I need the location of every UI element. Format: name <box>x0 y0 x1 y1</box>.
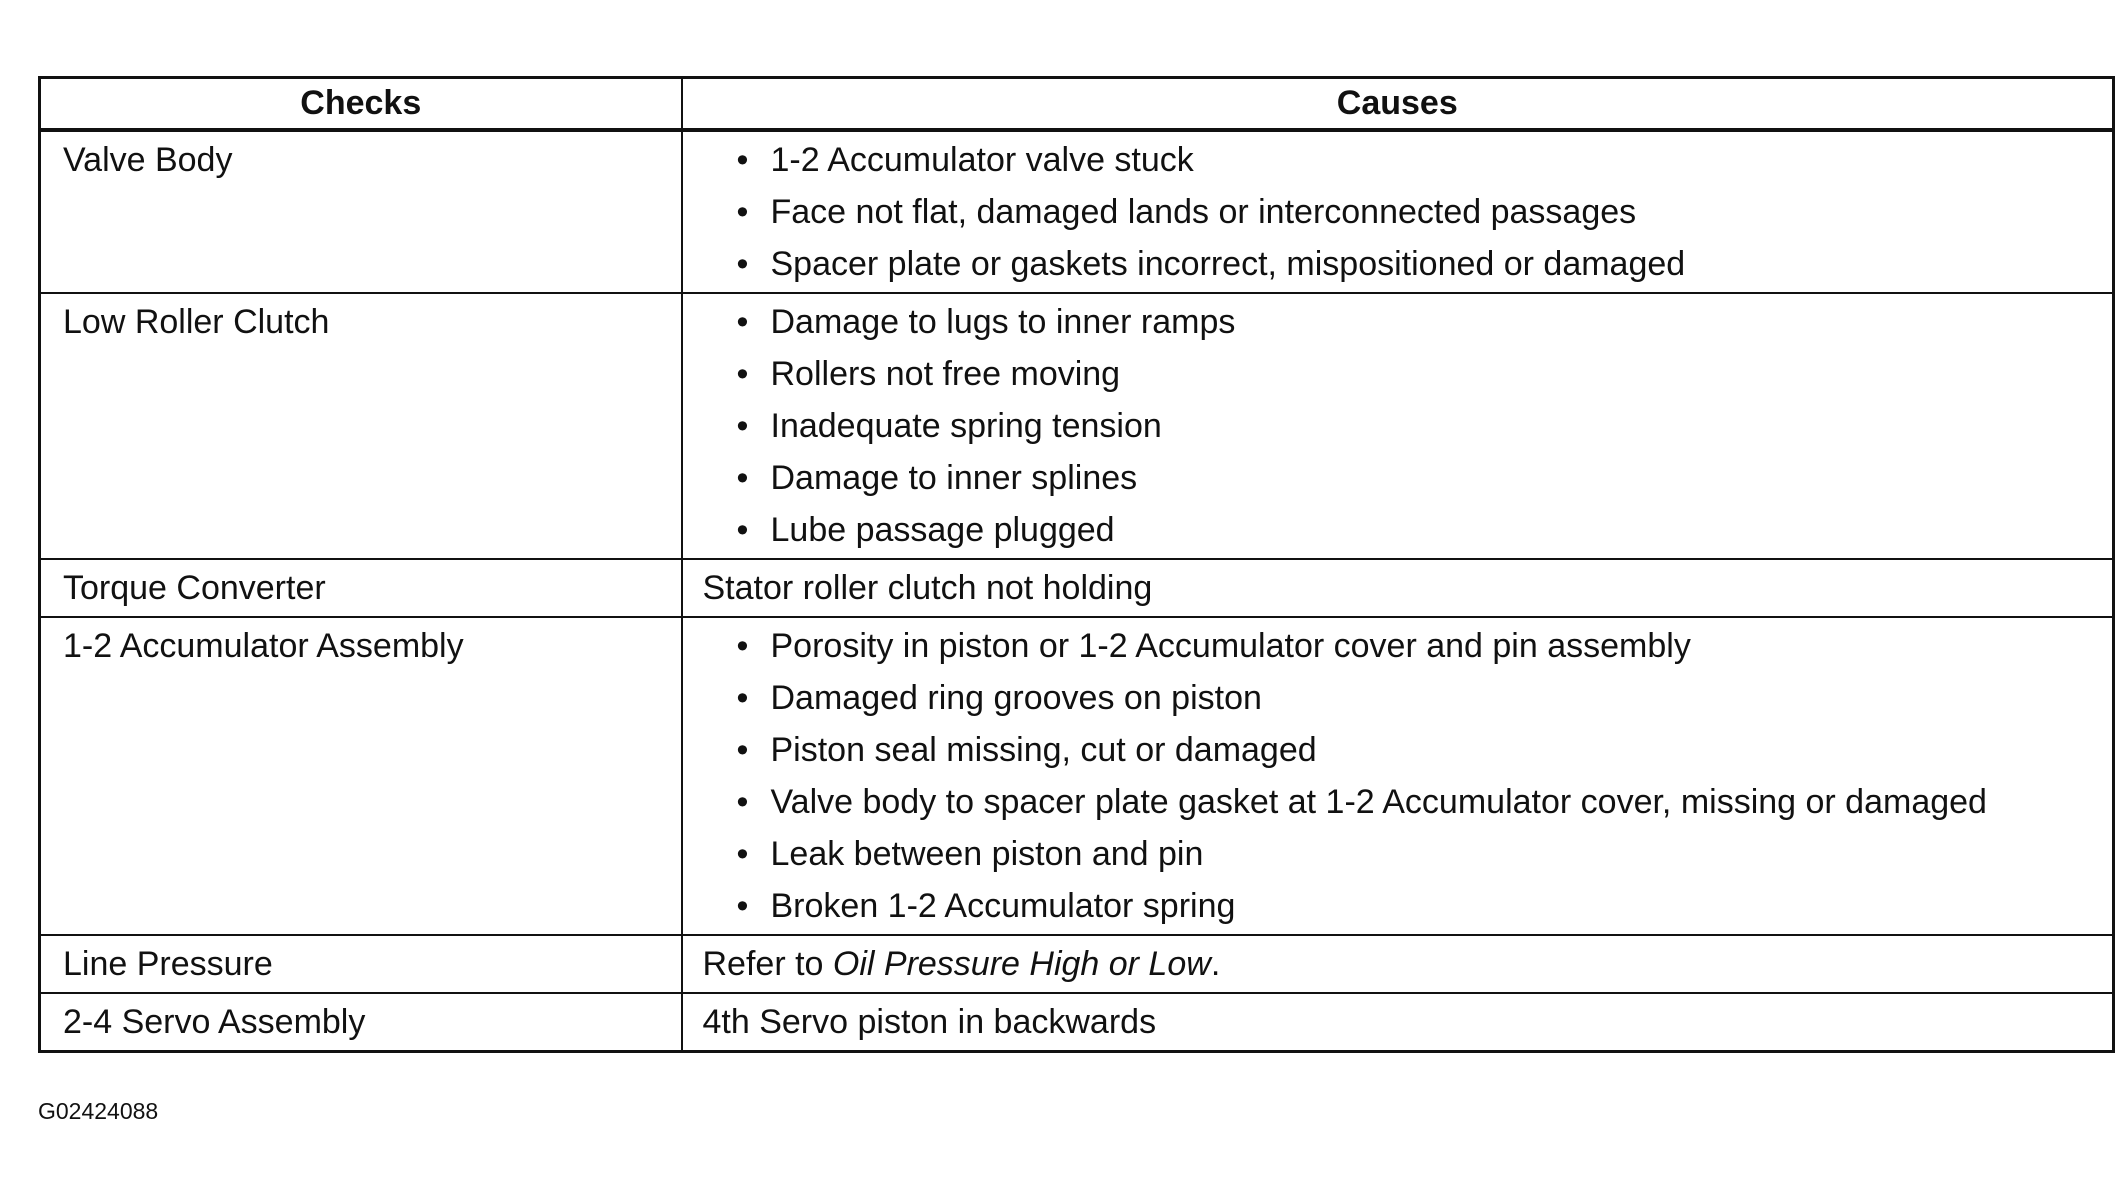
check-cell: Low Roller Clutch <box>40 293 682 559</box>
bullet-icon: • <box>736 731 749 769</box>
check-cell: 2-4 Servo Assembly <box>40 993 682 1052</box>
cause-prefix: Refer to <box>702 945 833 983</box>
table-row <box>40 293 2114 559</box>
bullet-icon: • <box>736 887 749 925</box>
causes-cell <box>682 130 2114 293</box>
cause-text: Damaged ring grooves on piston <box>770 679 1262 717</box>
cause-text: Face not flat, damaged lands or interconnected passages <box>770 193 1637 231</box>
causes-list <box>703 302 2093 550</box>
table-row <box>40 935 2114 993</box>
causes-cell <box>682 293 2114 559</box>
table-row <box>40 993 2114 1052</box>
cause-text: Broken 1-2 Accumulator spring <box>770 887 1236 925</box>
causes-list <box>703 626 2093 926</box>
cause-text: Lube passage plugged <box>770 511 1115 549</box>
cause-item <box>703 192 2093 232</box>
cause-item <box>703 458 2093 498</box>
bullet-icon: • <box>736 407 749 445</box>
cause-text: Piston seal missing, cut or damaged <box>770 731 1317 769</box>
bullet-icon: • <box>736 835 749 873</box>
bullet-icon: • <box>736 303 749 341</box>
column-header-causes: Causes <box>682 78 2114 131</box>
cause-text: Porosity in piston or 1-2 Accumulator cover and pin assembly <box>770 627 1691 665</box>
bullet-icon: • <box>736 627 749 665</box>
cause-item <box>703 886 2093 926</box>
bullet-icon: • <box>736 459 749 497</box>
causes-cell: Stator roller clutch not holding <box>682 559 2114 617</box>
check-cell: Line Pressure <box>40 935 682 993</box>
cross-reference-link[interactable]: Oil Pressure High or Low <box>832 945 1211 983</box>
table-row <box>40 130 2114 293</box>
cause-item <box>703 834 2093 874</box>
cause-text: Inadequate spring tension <box>770 407 1162 445</box>
cause-item <box>703 678 2093 718</box>
bullet-icon: • <box>736 679 749 717</box>
cause-item <box>703 730 2093 770</box>
cause-text: Damage to lugs to inner ramps <box>770 303 1236 341</box>
figure-id: G02424088 <box>38 1098 159 1124</box>
cause-text: Rollers not free moving <box>770 355 1121 393</box>
cause-text: Damage to inner splines <box>770 459 1138 497</box>
bullet-icon: • <box>736 193 749 231</box>
cause-text: Valve body to spacer plate gasket at 1-2 Accumulator cover, missing or damaged <box>770 783 1987 821</box>
bullet-icon: • <box>736 245 749 283</box>
table-row <box>40 559 2114 617</box>
cause-item <box>703 244 2093 284</box>
causes-cell: 4th Servo piston in backwards <box>682 993 2114 1052</box>
cause-item <box>703 140 2093 180</box>
cause-suffix: . <box>1210 945 1221 983</box>
causes-list <box>703 140 2093 284</box>
bullet-icon: • <box>736 783 749 821</box>
cause-text: 1-2 Accumulator valve stuck <box>770 141 1194 179</box>
cause-text: Spacer plate or gaskets incorrect, mispositioned or damaged <box>770 245 1686 283</box>
cause-item <box>703 302 2093 342</box>
cause-item <box>703 406 2093 446</box>
diagnosis-table <box>38 76 2115 1053</box>
cause-item <box>703 782 2093 822</box>
cause-text: Leak between piston and pin <box>770 835 1204 873</box>
bullet-icon: • <box>736 141 749 179</box>
causes-cell <box>682 935 2114 993</box>
check-cell: 1-2 Accumulator Assembly <box>40 617 682 935</box>
cause-item <box>703 510 2093 550</box>
table-header-row <box>40 78 2114 131</box>
column-header-checks: Checks <box>40 78 682 131</box>
bullet-icon: • <box>736 355 749 393</box>
bullet-icon: • <box>736 511 749 549</box>
check-cell: Torque Converter <box>40 559 682 617</box>
check-cell: Valve Body <box>40 130 682 293</box>
cause-item <box>703 626 2093 666</box>
cause-item <box>703 354 2093 394</box>
table-row <box>40 617 2114 935</box>
causes-cell <box>682 617 2114 935</box>
